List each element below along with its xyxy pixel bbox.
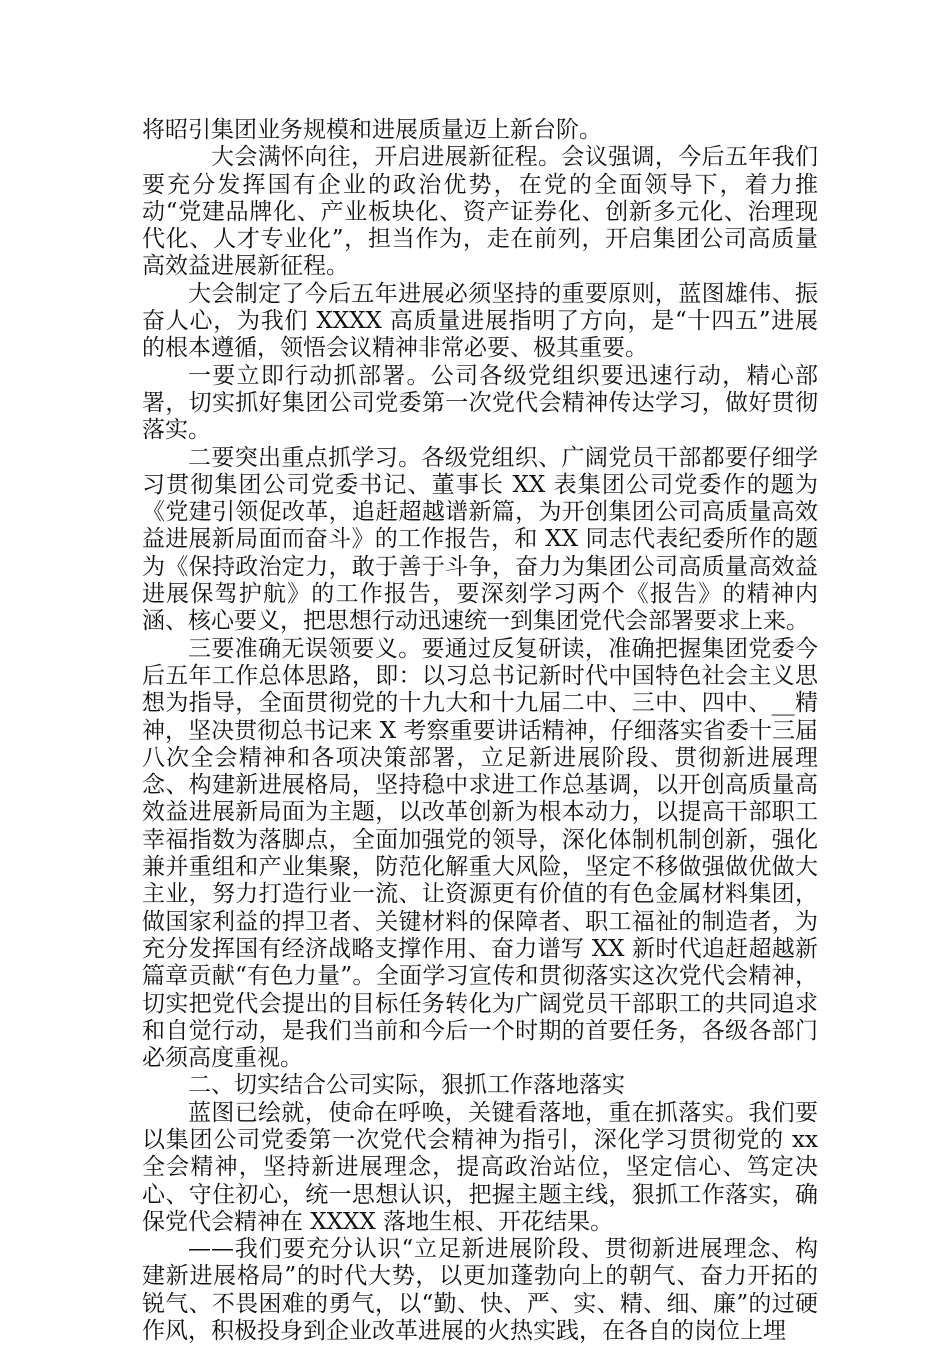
section-heading-two: 二、切实结合公司实际，狠抓工作落地落实 bbox=[188, 1072, 625, 1099]
paragraph-continuation: 将昭引集团业务规模和进展质量迈上新台阶。 bbox=[142, 117, 602, 143]
paragraph-new-journey: 大会满怀向往，开启进展新征程。会议强调，今后五年我们要充分发挥国有企业的政治优势，在党的全面领导下，着力推动“党建品牌化、产业板块化、资产证券化、创新多元化、治理现代化、人才专业化”，担当作为，走在前列，开启集团公司高质量高效益进展新征程。 bbox=[142, 144, 818, 280]
paragraph-point-two: 二要突出重点抓学习。各级党组织、广阔党员干部都要仔细学习贯彻集团公司党委书记、董事长 XX 表集团公司党委作的题为《党建引领促改革，追赶超越谱新篇，为开创集团公司高质量高效益进展新局面而奋斗》的工作报告，和 XX 同志代表纪委所作的题为《保持政治定力，敢于善于斗争，奋力为集团公司高质量高效益进展保驾护航》的工作报告，要深刻学习两个《报告》的精神内涵、核心要义，把思想行动迅速统一到集团党代会部署要求上来。 bbox=[142, 444, 818, 635]
paragraph-point-one: 一要立即行动抓部署。公司各级党组织要迅速行动，精心部署，切实抓好集团公司党委第一次党代会精神传达学习，做好贯彻落实。 bbox=[142, 362, 818, 444]
document-body bbox=[142, 117, 818, 1345]
paragraph-implementation: 蓝图已绘就，使命在呼唤，关键看落地，重在抓落实。我们要以集团公司党委第一次党代会精神为指引，深化学习贯彻党的 xx 全会精神，坚持新进展理念，提高政治站位，坚定信心、笃定决心、守住初心，统一思想认识，把握主题主线，狠抓工作落实，确保党代会精神在 XXXX 落地生根、开花结果。 bbox=[142, 1099, 818, 1235]
paragraph-point-three: 三要准确无误领要义。要通过反复研读，准确把握集团党委今后五年工作总体思路，即：以习总书记新时代中国特色社会主义思想为指导，全面贯彻党的十九大和十九届二中、三中、四中、__精神，坚决贯彻总书记来 X 考察重要讲话精神，仔细落实省委十三届八次全会精神和各项决策部署，立足新进展阶段、贯彻新进展理念、构建新进展格局，坚持稳中求进工作总基调，以开创高质量高效益进展新局面为主题，以改革创新为根本动力，以提高干部职工幸福指数为落脚点，全面加强党的领导，深化体制机制创新，强化兼并重组和产业集聚，防范化解重大风险，坚定不移做强做优做大主业，努力打造行业一流、让资源更有价值的有色金属材料集团，做国家利益的捍卫者、关键材料的保障者、职工福祉的制造者，为充分发挥国有经济战略支撑作用、奋力谱写 XX 新时代追赶超越新篇章贡献“有色力量”。全面学习宣传和贯彻落实这次党代会精神，切实把党代会提出的目标任务转化为广阔党员干部职工的共同追求和自觉行动，是我们当前和今后一个时期的首要任务，各级各部门必须高度重视。 bbox=[142, 635, 818, 1072]
paragraph-era-trend: ——我们要充分认识“立足新进展阶段、贯彻新进展理念、构建新进展格局”的时代大势，以更加蓬勃向上的朝气、奋力开拓的锐气、不畏困难的勇气，以“勤、快、严、实、精、细、廉”的过硬作风，积极投身到企业改革进展的火热实践，在各自的岗位上埋 bbox=[142, 1236, 818, 1345]
paragraph-principles: 大会制定了今后五年进展必须坚持的重要原则，蓝图雄伟、振奋人心，为我们 XXXX 高质量进展指明了方向，是“十四五”进展的根本遵循，领悟会议精神非常必要、极其重要。 bbox=[142, 280, 818, 362]
